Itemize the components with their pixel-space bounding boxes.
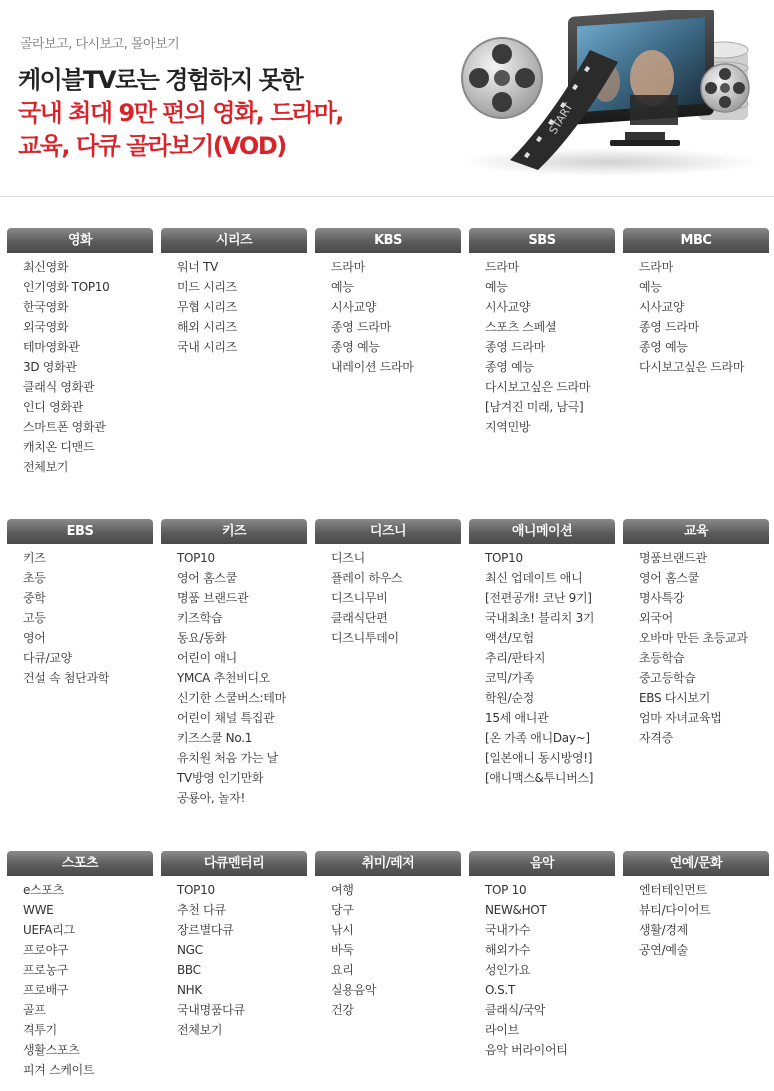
- category-link[interactable]: [177, 900, 307, 920]
- category-link-label: 생활/경제: [639, 923, 688, 937]
- category-link[interactable]: [639, 357, 769, 377]
- category-link[interactable]: [485, 1000, 615, 1020]
- category-link[interactable]: [23, 940, 153, 960]
- category-link-label: 프로배구: [23, 983, 69, 997]
- category-link-label: 키즈학습: [177, 611, 223, 625]
- category-link-label: 공룡아, 놀자!: [177, 791, 245, 805]
- film-leader-text: START: [546, 100, 576, 137]
- category-link[interactable]: [331, 588, 461, 608]
- category-entertainment-culture: [623, 851, 769, 960]
- category-link-label: 최신영화: [23, 260, 69, 274]
- category-link[interactable]: [485, 357, 615, 377]
- category-link[interactable]: [23, 960, 153, 980]
- category-header[interactable]: 다큐멘터리: [161, 851, 307, 876]
- category-link[interactable]: [485, 588, 615, 608]
- category-link[interactable]: [23, 1020, 153, 1040]
- category-link-label: 디즈니무비: [331, 591, 388, 605]
- category-link-label: 클래식 영화관: [23, 380, 95, 394]
- category-link[interactable]: [177, 668, 307, 688]
- category-link-label: 드라마: [639, 260, 673, 274]
- small-film-reel-icon: [701, 64, 749, 112]
- category-link[interactable]: [23, 357, 153, 377]
- category-link[interactable]: [639, 628, 769, 648]
- category-link-label: [애니맥스&투니버스]: [485, 771, 594, 785]
- category-link[interactable]: [331, 548, 461, 568]
- category-list: [469, 876, 615, 1060]
- category-link[interactable]: [23, 417, 153, 437]
- category-link-label: NEW&HOT: [485, 903, 547, 917]
- category-link[interactable]: [177, 257, 307, 277]
- category-link[interactable]: [485, 417, 615, 437]
- category-link-label: 프로야구: [23, 943, 69, 957]
- category-link[interactable]: [23, 548, 153, 568]
- category-link[interactable]: [23, 1040, 153, 1060]
- category-link[interactable]: [331, 900, 461, 920]
- category-link[interactable]: [639, 297, 769, 317]
- category-hobby-leisure: [315, 851, 461, 1020]
- category-link-label: 골프: [23, 1003, 46, 1017]
- category-link-label: 무협 시리즈: [177, 300, 237, 314]
- category-link[interactable]: [485, 1040, 615, 1060]
- category-link[interactable]: [639, 940, 769, 960]
- category-link-label: 종영 드라마: [485, 340, 545, 354]
- category-link-label: 키즈: [23, 551, 46, 565]
- category-link-label: 스포츠 스페셜: [485, 320, 557, 334]
- category-link[interactable]: [485, 1020, 615, 1040]
- category-link[interactable]: [23, 608, 153, 628]
- category-link-label: 시사교양: [331, 300, 377, 314]
- category-list: [161, 544, 307, 808]
- category-link-label: 건강: [331, 1003, 354, 1017]
- category-documentary: [161, 851, 307, 1040]
- category-link-label: 시사교양: [639, 300, 685, 314]
- category-list: [315, 876, 461, 1020]
- category-link-label: 코믹/가족: [485, 671, 534, 685]
- category-link-label: 지역민방: [485, 420, 531, 434]
- category-link[interactable]: [485, 688, 615, 708]
- category-link-label: TOP10: [177, 883, 215, 897]
- category-link[interactable]: [23, 337, 153, 357]
- category-list: [7, 876, 153, 1080]
- category-link[interactable]: [485, 668, 615, 688]
- category-link[interactable]: [331, 277, 461, 297]
- category-link-label: 다시보고싶은 드라마: [639, 360, 745, 374]
- category-link-label: 초등: [23, 571, 46, 585]
- category-ebs: [7, 519, 153, 688]
- category-header[interactable]: 디즈니: [315, 519, 461, 544]
- category-link[interactable]: [639, 588, 769, 608]
- category-link-label: 디즈니: [331, 551, 365, 565]
- category-link-label: 국내명품다큐: [177, 1003, 245, 1017]
- tv-film-reel-illustration: [440, 10, 770, 180]
- category-header[interactable]: 키즈: [161, 519, 307, 544]
- category-link[interactable]: [177, 648, 307, 668]
- category-link-label: 자격증: [639, 731, 673, 745]
- category-link[interactable]: [485, 920, 615, 940]
- category-link[interactable]: [23, 377, 153, 397]
- category-link[interactable]: [485, 317, 615, 337]
- category-link[interactable]: [177, 980, 307, 1000]
- category-link-label: 한국영화: [23, 300, 69, 314]
- category-link-label: 여행: [331, 883, 354, 897]
- hero-headline-line2: 국내 최대 9만 편의 영화, 드라마,: [18, 99, 343, 127]
- category-link-label: 영어: [23, 631, 46, 645]
- category-link-label: 다큐/교양: [23, 651, 72, 665]
- category-link[interactable]: [177, 768, 307, 788]
- category-link[interactable]: [331, 920, 461, 940]
- category-link[interactable]: [331, 608, 461, 628]
- category-link-label: [온 가족 애니Day~]: [485, 731, 590, 745]
- category-header[interactable]: 애니메이션: [469, 519, 615, 544]
- category-link[interactable]: [639, 880, 769, 900]
- category-link[interactable]: [177, 960, 307, 980]
- category-link[interactable]: [23, 980, 153, 1000]
- category-link[interactable]: [639, 688, 769, 708]
- category-link[interactable]: [485, 940, 615, 960]
- category-link-label: 미드 시리즈: [177, 280, 237, 294]
- category-link[interactable]: [639, 648, 769, 668]
- category-link[interactable]: [485, 337, 615, 357]
- category-link[interactable]: [177, 337, 307, 357]
- category-link[interactable]: [23, 277, 153, 297]
- category-link-label: 영어 홈스쿨: [639, 571, 699, 585]
- category-link-label: 시사교양: [485, 300, 531, 314]
- category-list: [7, 544, 153, 688]
- category-link[interactable]: [639, 728, 769, 748]
- category-link-label: 예능: [485, 280, 508, 294]
- category-link-label: 격투기: [23, 1023, 57, 1037]
- category-link[interactable]: [177, 1020, 307, 1040]
- category-header[interactable]: 취미/레저: [315, 851, 461, 876]
- category-link-label: 동요/동화: [177, 631, 226, 645]
- category-link-label: 전체보기: [177, 1023, 223, 1037]
- category-link-label: 테마영화관: [23, 340, 80, 354]
- category-link[interactable]: [639, 257, 769, 277]
- category-link-label: 종영 드라마: [639, 320, 699, 334]
- category-animation: [469, 519, 615, 788]
- category-link[interactable]: [485, 728, 615, 748]
- category-link[interactable]: [177, 1000, 307, 1020]
- category-link[interactable]: [23, 1000, 153, 1020]
- category-link-label: 국내최초! 블리치 3기: [485, 611, 595, 625]
- category-mbc: [623, 228, 769, 377]
- category-header[interactable]: 음악: [469, 851, 615, 876]
- category-link-label: 초등학습: [639, 651, 685, 665]
- category-list: [161, 876, 307, 1040]
- category-link[interactable]: [485, 708, 615, 728]
- category-link-label: 요리: [331, 963, 354, 977]
- category-sports: [7, 851, 153, 1080]
- category-link[interactable]: [23, 628, 153, 648]
- category-link-label: 추천 다큐: [177, 903, 226, 917]
- category-link-label: 뷰티/다이어트: [639, 903, 711, 917]
- category-link-label: 라이브: [485, 1023, 519, 1037]
- category-header[interactable]: 스포츠: [7, 851, 153, 876]
- category-link-label: 엔터테인먼트: [639, 883, 707, 897]
- category-link[interactable]: [23, 1060, 153, 1080]
- category-link-label: 플레이 하우스: [331, 571, 403, 585]
- category-link-label: 다시보고싶은 드라마: [485, 380, 591, 394]
- category-link[interactable]: [331, 317, 461, 337]
- category-link-label: EBS 다시보기: [639, 691, 711, 705]
- category-link[interactable]: [177, 788, 307, 808]
- category-link[interactable]: [177, 297, 307, 317]
- category-link[interactable]: [23, 648, 153, 668]
- header-divider: [0, 196, 774, 197]
- category-link[interactable]: [331, 880, 461, 900]
- category-link-label: 중학: [23, 591, 46, 605]
- category-link[interactable]: [23, 257, 153, 277]
- category-header[interactable]: 시리즈: [161, 228, 307, 253]
- category-link[interactable]: [331, 1000, 461, 1020]
- category-header[interactable]: KBS: [315, 228, 461, 253]
- category-link[interactable]: [485, 880, 615, 900]
- category-link-label: 성인가요: [485, 963, 531, 977]
- category-movies: [7, 228, 153, 477]
- category-link[interactable]: [485, 748, 615, 768]
- category-link-label: 신기한 스쿨버스:테마: [177, 691, 286, 705]
- category-link-label: UEFA리그: [23, 923, 75, 937]
- category-link[interactable]: [23, 668, 153, 688]
- category-list: [469, 544, 615, 788]
- category-link-label: 국내가수: [485, 923, 531, 937]
- hero-headline-line3: 교육, 다큐 골라보기(VOD): [18, 132, 286, 160]
- category-link[interactable]: [23, 437, 153, 457]
- category-link-label: BBC: [177, 963, 201, 977]
- category-link[interactable]: [331, 568, 461, 588]
- category-link[interactable]: [639, 548, 769, 568]
- category-link[interactable]: [331, 357, 461, 377]
- category-music: [469, 851, 615, 1060]
- category-link[interactable]: [177, 688, 307, 708]
- category-link[interactable]: [331, 980, 461, 1000]
- category-link-label: 해외가수: [485, 943, 531, 957]
- category-link-label: 예능: [639, 280, 662, 294]
- category-link[interactable]: [639, 708, 769, 728]
- category-link-label: O.S.T: [485, 983, 516, 997]
- category-link-label: 인디 영화관: [23, 400, 83, 414]
- category-link-label: [전편공개! 코난 9기]: [485, 591, 592, 605]
- category-link-label: 명품브랜드관: [639, 551, 707, 565]
- category-list: [623, 544, 769, 748]
- category-link-label: 바둑: [331, 943, 354, 957]
- category-link[interactable]: [485, 648, 615, 668]
- category-list: [469, 253, 615, 437]
- category-sbs: [469, 228, 615, 437]
- hero-headline-line1: 케이블TV로는 경험하지 못한: [18, 66, 303, 94]
- category-link-label: 종영 예능: [485, 360, 534, 374]
- category-link[interactable]: [485, 980, 615, 1000]
- category-link-label: 명사특강: [639, 591, 685, 605]
- category-link[interactable]: [23, 397, 153, 417]
- category-header[interactable]: 영화: [7, 228, 153, 253]
- hero-subtitle: 골라보고, 다시보고, 몰아보기: [20, 37, 180, 52]
- category-link[interactable]: [485, 257, 615, 277]
- category-list: [315, 544, 461, 648]
- category-link-label: 건설 속 첨단과학: [23, 671, 110, 685]
- category-link[interactable]: [485, 277, 615, 297]
- category-link[interactable]: [485, 960, 615, 980]
- category-list: [623, 876, 769, 960]
- category-link[interactable]: [177, 568, 307, 588]
- category-link-label: 오바마 만든 초등교과: [639, 631, 748, 645]
- category-link[interactable]: [177, 608, 307, 628]
- category-link-label: 공연/예술: [639, 943, 688, 957]
- category-link[interactable]: [177, 277, 307, 297]
- film-reel-icon: [462, 38, 542, 118]
- category-link[interactable]: [177, 728, 307, 748]
- category-link[interactable]: [331, 628, 461, 648]
- category-link-label: 국내 시리즈: [177, 340, 237, 354]
- category-link-label: 클래식/국악: [485, 1003, 546, 1017]
- category-link-label: TOP10: [177, 551, 215, 565]
- category-link[interactable]: [177, 748, 307, 768]
- category-link-label: 디즈니투데이: [331, 631, 399, 645]
- category-link[interactable]: [639, 668, 769, 688]
- category-link-label: WWE: [23, 903, 54, 917]
- category-link-label: 키즈스쿨 No.1: [177, 731, 253, 745]
- category-link[interactable]: [485, 548, 615, 568]
- category-link-label: 어린이 애니: [177, 651, 237, 665]
- category-link-label: 생활스포츠: [23, 1043, 80, 1057]
- category-link[interactable]: [23, 880, 153, 900]
- category-link-label: 당구: [331, 903, 354, 917]
- category-link[interactable]: [177, 588, 307, 608]
- category-link[interactable]: [331, 257, 461, 277]
- category-link-label: 15세 애니관: [485, 711, 549, 725]
- category-link-label: e스포츠: [23, 883, 64, 897]
- category-link[interactable]: [639, 568, 769, 588]
- category-link[interactable]: [331, 297, 461, 317]
- category-header[interactable]: 교육: [623, 519, 769, 544]
- category-link-label: 명품 브랜드관: [177, 591, 249, 605]
- category-list: [623, 253, 769, 377]
- category-link-label: 드라마: [331, 260, 365, 274]
- category-link[interactable]: [639, 317, 769, 337]
- category-link-label: 피겨 스케이트: [23, 1063, 95, 1077]
- category-link[interactable]: [177, 940, 307, 960]
- category-link[interactable]: [177, 548, 307, 568]
- category-link-label: 어린이 채널 특집관: [177, 711, 275, 725]
- category-link[interactable]: [485, 628, 615, 648]
- category-link-label: 실용음악: [331, 983, 377, 997]
- category-link-label: TV방영 인기만화: [177, 771, 264, 785]
- category-link-label: 액션/모험: [485, 631, 534, 645]
- category-list: [161, 253, 307, 357]
- category-link[interactable]: [331, 960, 461, 980]
- category-link[interactable]: [485, 568, 615, 588]
- category-link[interactable]: [23, 900, 153, 920]
- category-link[interactable]: [485, 297, 615, 317]
- category-link[interactable]: [23, 457, 153, 477]
- category-link-label: 고등: [23, 611, 46, 625]
- category-link[interactable]: [639, 277, 769, 297]
- category-link-label: 클래식단편: [331, 611, 388, 625]
- category-link-label: 중고등학습: [639, 671, 696, 685]
- category-link-label: 프로농구: [23, 963, 69, 977]
- category-link-label: NGC: [177, 943, 203, 957]
- hero-banner: [0, 0, 774, 196]
- category-link[interactable]: [639, 337, 769, 357]
- category-header[interactable]: MBC: [623, 228, 769, 253]
- category-link-label: 종영 예능: [331, 340, 380, 354]
- category-link-label: 캐치온 디맨드: [23, 440, 95, 454]
- category-link-label: TOP10: [485, 551, 523, 565]
- category-link[interactable]: [177, 317, 307, 337]
- category-link[interactable]: [485, 608, 615, 628]
- category-link-label: 종영 드라마: [331, 320, 391, 334]
- category-list: [315, 253, 461, 377]
- category-link-label: 유치원 처음 가는 날: [177, 751, 278, 765]
- category-link[interactable]: [485, 900, 615, 920]
- category-link[interactable]: [485, 397, 615, 417]
- category-link-label: 외국어: [639, 611, 673, 625]
- category-link-label: 워너 TV: [177, 260, 219, 274]
- category-link-label: 추리/판타지: [485, 651, 546, 665]
- category-header[interactable]: SBS: [469, 228, 615, 253]
- category-disney: [315, 519, 461, 648]
- category-header[interactable]: EBS: [7, 519, 153, 544]
- category-link[interactable]: [177, 708, 307, 728]
- category-link-label: 인기영화 TOP10: [23, 280, 110, 294]
- category-link[interactable]: [331, 940, 461, 960]
- category-link-label: 음악 버라이어티: [485, 1043, 568, 1057]
- category-link-label: 내레이션 드라마: [331, 360, 414, 374]
- category-series: [161, 228, 307, 357]
- category-link-label: [남겨진 미래, 남극]: [485, 400, 584, 414]
- category-kbs: [315, 228, 461, 377]
- category-link-label: 최신 업데이트 애니: [485, 571, 583, 585]
- category-link-label: 해외 시리즈: [177, 320, 237, 334]
- category-link-label: 엄마 자녀교육법: [639, 711, 722, 725]
- category-link[interactable]: [485, 377, 615, 397]
- category-link[interactable]: [331, 337, 461, 357]
- category-link[interactable]: [23, 317, 153, 337]
- category-link-label: 스마트폰 영화관: [23, 420, 106, 434]
- category-link-label: 학원/순정: [485, 691, 534, 705]
- category-header[interactable]: 연예/문화: [623, 851, 769, 876]
- category-link-label: 드라마: [485, 260, 519, 274]
- category-link[interactable]: [639, 920, 769, 940]
- category-link-label: TOP 10: [485, 883, 527, 897]
- category-link[interactable]: [177, 880, 307, 900]
- category-link-label: [일본애니 동시방영!]: [485, 751, 593, 765]
- category-link[interactable]: [23, 568, 153, 588]
- category-education: [623, 519, 769, 748]
- category-link[interactable]: [23, 920, 153, 940]
- category-link-label: 예능: [331, 280, 354, 294]
- category-link[interactable]: [177, 920, 307, 940]
- category-list: [7, 253, 153, 477]
- category-link-label: 전체보기: [23, 460, 69, 474]
- category-link[interactable]: [23, 588, 153, 608]
- category-link[interactable]: [177, 628, 307, 648]
- category-link-label: 3D 영화관: [23, 360, 77, 374]
- category-link-label: 영어 홈스쿨: [177, 571, 237, 585]
- category-link-label: 종영 예능: [639, 340, 688, 354]
- category-kids: [161, 519, 307, 808]
- category-link[interactable]: [639, 608, 769, 628]
- category-link[interactable]: [485, 768, 615, 788]
- category-link[interactable]: [23, 297, 153, 317]
- category-link-label: 장르별다큐: [177, 923, 234, 937]
- category-link-label: NHK: [177, 983, 202, 997]
- category-link[interactable]: [639, 900, 769, 920]
- category-link-label: YMCA 추천비디오: [177, 671, 271, 685]
- category-link-label: 외국영화: [23, 320, 69, 334]
- category-link-label: 낚시: [331, 923, 354, 937]
